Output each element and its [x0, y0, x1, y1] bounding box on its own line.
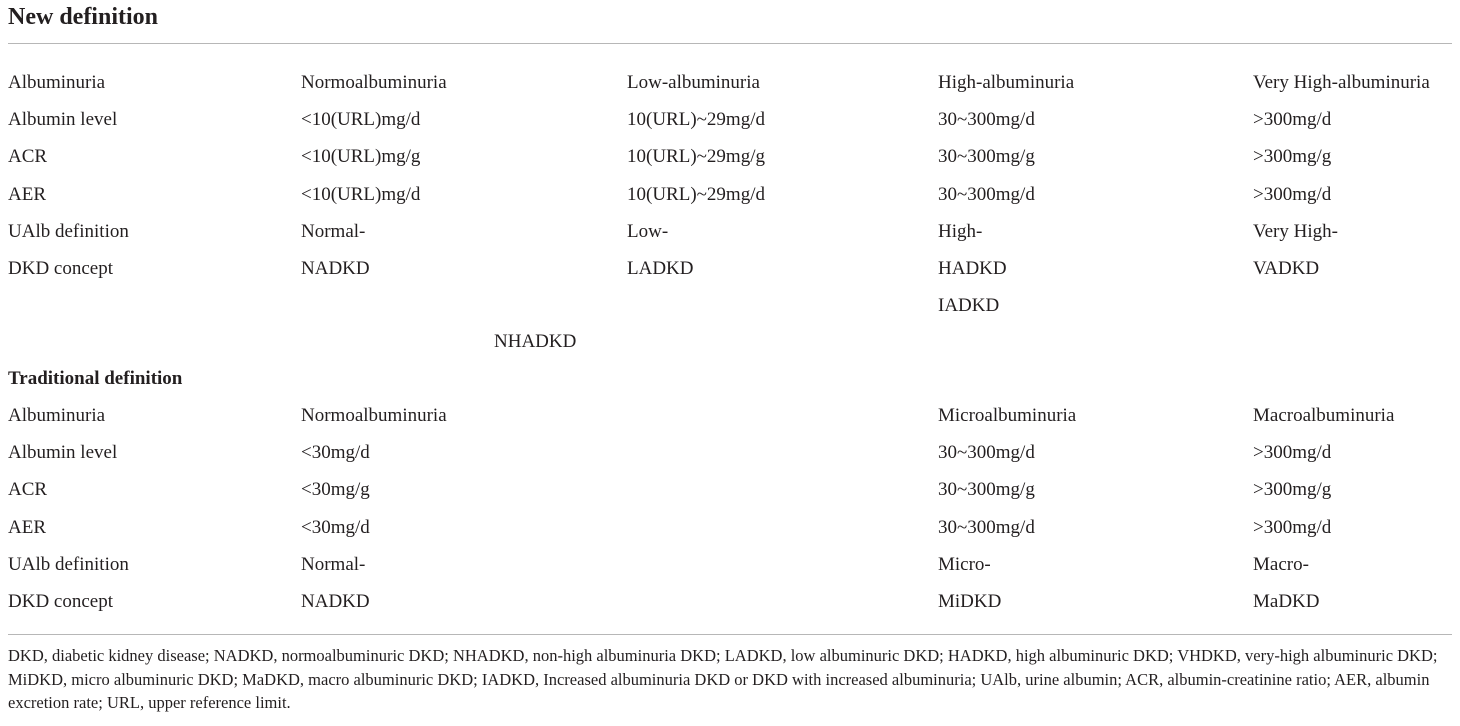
section-heading: Traditional definition: [8, 368, 183, 389]
table-cell: 30~300mg/d: [938, 516, 1035, 538]
table-cell: <30mg/g: [301, 479, 370, 501]
table-cell: Very High-: [1253, 220, 1338, 242]
table-cell: Normal-: [301, 553, 366, 575]
table-cell: MaDKD: [1253, 591, 1320, 612]
table-cell: VADKD: [1253, 258, 1320, 279]
table-cell: Microalbuminuria: [938, 405, 1077, 426]
table-cell: IADKD: [938, 295, 1000, 317]
footnote-divider: [8, 634, 1452, 635]
table-cell: <10(URL)mg/d: [301, 109, 421, 131]
table-row: [0, 72, 1460, 109]
row-label: Albuminuria: [8, 72, 106, 93]
row-label: Albumin level: [8, 442, 118, 464]
table-cell: <30mg/d: [301, 442, 370, 464]
table-cell: 30~300mg/d: [938, 183, 1035, 205]
table-cell: <30mg/d: [301, 516, 370, 538]
table-cell: Low-albuminuria: [627, 72, 760, 93]
table-row: [0, 405, 1460, 442]
table-cell: LADKD: [627, 258, 694, 279]
table-cell: HADKD: [938, 258, 1007, 279]
table-cell: Normoalbuminuria: [301, 72, 447, 93]
table-cell: Very High-albuminuria: [1253, 72, 1430, 93]
row-label: DKD concept: [8, 258, 113, 279]
table-cell: 30~300mg/g: [938, 479, 1035, 501]
table-cell: 10(URL)~29mg/d: [627, 109, 765, 131]
table-row: [0, 295, 1460, 332]
table-cell: Normoalbuminuria: [301, 405, 447, 426]
table-cell: >300mg/d: [1253, 183, 1332, 205]
table-row: [0, 221, 1460, 258]
table-cell: Macroalbuminuria: [1253, 405, 1395, 426]
table-cell: <10(URL)mg/g: [301, 146, 421, 168]
table-cell: >300mg/d: [1253, 109, 1332, 131]
table-cell: 30~300mg/d: [938, 442, 1035, 464]
table-cell: 30~300mg/g: [938, 146, 1035, 168]
table-cell: Low-: [627, 220, 669, 242]
table-cell: >300mg/g: [1253, 479, 1332, 501]
table-cell: NADKD: [301, 258, 370, 279]
footnote: DKD, diabetic kidney disease; NADKD, normoalbuminuric DKD; NHADKD, non-high albuminuria DKD; LADKD, low albuminuric DKD; HADKD, high albuminuric DKD; VHDKD, very-high albuminuric DKD; MiDKD, micro albuminuric DKD; MaDKD, macro albuminuric DKD; IADKD, Increased albuminuria DKD or DKD with increased albuminuria; UAlb, urine albumin; ACR, albumin-creatinine ratio; AER, albumin excretion rate; URL, upper reference limit.: [8, 646, 1438, 712]
table-row: [0, 591, 1460, 628]
table-cell: Normal-: [301, 220, 366, 242]
row-label: AER: [8, 183, 46, 205]
table-row: [0, 554, 1460, 591]
row-label: ACR: [8, 479, 48, 501]
table-cell: MiDKD: [938, 591, 1002, 612]
table-row: [0, 146, 1460, 183]
title-divider: [8, 43, 1452, 44]
table-cell: >300mg/d: [1253, 442, 1332, 464]
table-cell: Macro-: [1253, 553, 1309, 575]
row-label: Albuminuria: [8, 405, 106, 426]
row-label: Albumin level: [8, 109, 118, 131]
table-title: New definition: [8, 4, 158, 30]
row-label: UAlb definition: [8, 553, 129, 575]
table-cell: High-: [938, 220, 983, 242]
table-cell: 10(URL)~29mg/d: [627, 183, 765, 205]
table-row: [0, 109, 1460, 146]
table-cell: High-albuminuria: [938, 72, 1075, 93]
table-row: [0, 258, 1460, 295]
row-label: UAlb definition: [8, 220, 129, 242]
table-row: [0, 184, 1460, 221]
table-cell: 30~300mg/d: [938, 109, 1035, 131]
row-label: ACR: [8, 146, 48, 168]
table-cell: NADKD: [301, 591, 370, 612]
table-cell: <10(URL)mg/d: [301, 183, 421, 205]
row-label: DKD concept: [8, 591, 113, 612]
table-row: [0, 517, 1460, 554]
merged-label: NHADKD: [494, 331, 577, 352]
table-row: [0, 442, 1460, 479]
table-cell: >300mg/g: [1253, 146, 1332, 168]
table-cell: >300mg/d: [1253, 516, 1332, 538]
table-cell: 10(URL)~29mg/g: [627, 146, 765, 168]
table-row: [0, 479, 1460, 516]
row-label: AER: [8, 516, 46, 538]
table-cell: Micro-: [938, 553, 991, 575]
